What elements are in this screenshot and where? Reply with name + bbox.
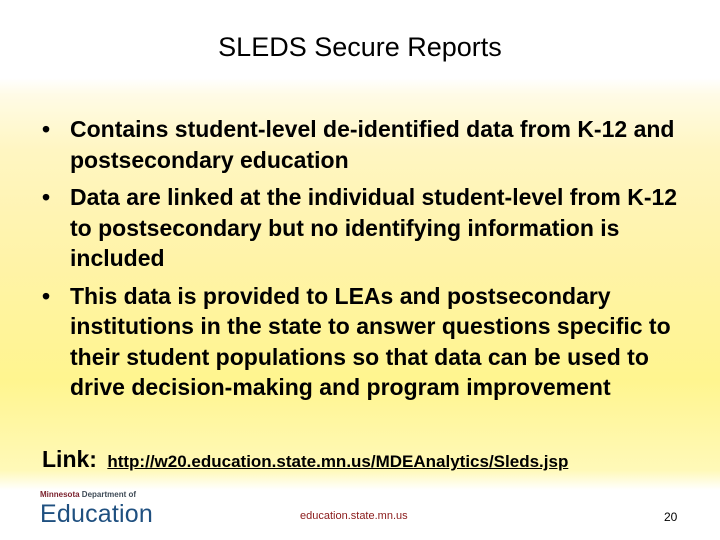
bullet-item bbox=[42, 114, 682, 175]
bullet-item bbox=[42, 182, 682, 274]
logo-education-text: Education bbox=[40, 500, 153, 528]
logo-department-line bbox=[40, 490, 160, 499]
bullet-text: Contains student-level de-identified data from K-12 and postsecondary education bbox=[70, 116, 675, 173]
footer-url: education.state.mn.us bbox=[300, 510, 408, 522]
slide-title-text: SLEDS Secure Reports bbox=[218, 32, 502, 62]
mde-logo bbox=[40, 490, 160, 530]
slide-title bbox=[0, 32, 720, 63]
logo-state-name: Minnesota bbox=[40, 490, 80, 499]
bullet-list bbox=[42, 114, 682, 410]
bullet-dot: • bbox=[42, 282, 51, 309]
bullet-dot: • bbox=[42, 116, 51, 142]
bullet-text: Data are linked at the individual student-level from K-12 to postsecondary but no identifying information is included bbox=[70, 184, 678, 271]
bullet-dot: • bbox=[42, 184, 51, 210]
bullet-item bbox=[42, 281, 682, 403]
sleds-link[interactable]: http://w20.education.state.mn.us/MDEAnalytics/Sleds.jsp bbox=[107, 452, 569, 471]
bullet-text: This data is provided to LEAs and postsecondary institutions in the state to answer questions specific to their student populations so that data can be used to drive decision-making and program improvement bbox=[70, 282, 671, 400]
link-line bbox=[42, 446, 568, 473]
page-number: 20 bbox=[664, 510, 678, 524]
logo-department-text: Department of bbox=[79, 490, 137, 499]
link-label: Link: bbox=[42, 446, 97, 472]
